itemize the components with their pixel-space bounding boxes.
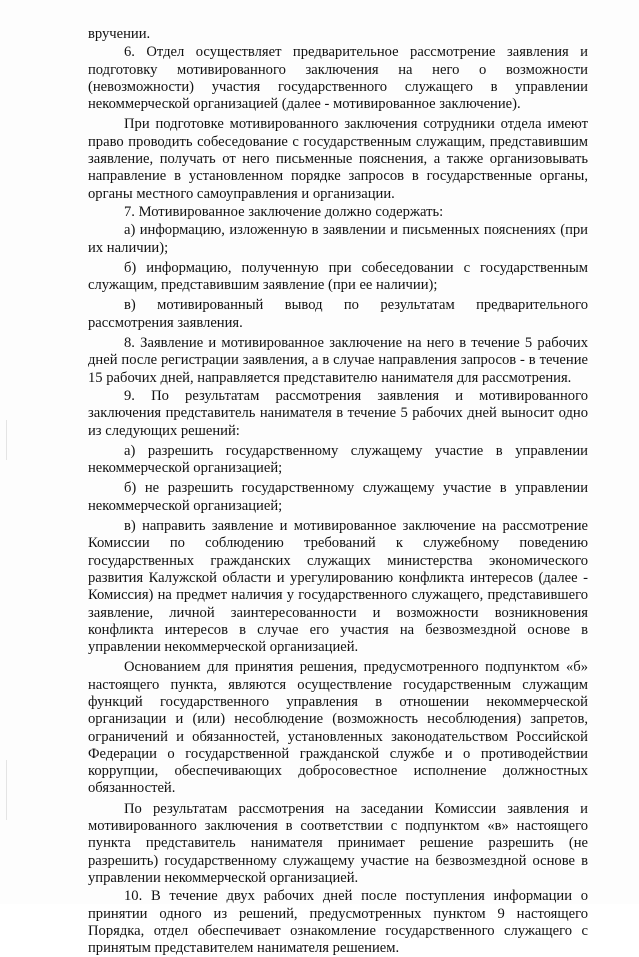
paragraph-subitem-v: в) мотивированный вывод по результатам предварительного рассмотрения заявления. <box>88 297 588 331</box>
paragraph-decision-a: а) разрешить государственному служащему участие в управлении некоммерческой организацией; <box>88 442 588 477</box>
paragraph-item-6: 6. Отдел осуществляет предварительное рассмотрение заявления и подготовку мотивированного заключения на него о возможности (невозможности) участия государственного служащего в управлении некоммерческой организацией (далее - мотивированное заключение). <box>88 44 588 113</box>
paragraph-item-9: 9. По результатам рассмотрения заявления и мотивированного заключения представитель нанимателя в течение 5 рабочих дней выносит одно из следующих решений: <box>88 387 588 439</box>
document-body <box>88 26 588 957</box>
paragraph-item-7: 7. Мотивированное заключение должно содержать: <box>124 203 444 220</box>
paragraph-preparation: При подготовке мотивированного заключения сотрудники отдела имеют право проводить собеседование с государственным служащим, представившим заявление, получать от него письменные пояснения, а также организовывать направление в установленном порядке запросов в государственные органы, органы местного самоуправления и организации. <box>88 116 588 202</box>
paragraph-grounds: Основанием для принятия решения, предусмотренного подпунктом «б» настоящего пункта, являются осуществление государственным служащим функций государственного управления в отношении некоммерческой организации и (или) несоблюдение (возможность несоблюдения) запретов, ограничений и обязанностей, установленных законодательством Российской Федерации о государственной гражданской службе и о противодействии коррупции, обеспечивающих добросовестное исполнение должностных обязанностей. <box>88 659 588 797</box>
paragraph-decision-v: в) направить заявление и мотивированное заключение на рассмотрение Комиссии по соблюдению требований к служебному поведению государственных гражданских служащих министерства экономического развития Калужской области и урегулированию конфликта интересов (далее - Комиссия) на предмет наличия у государственного служащего, представившего заявление, личной заинтересованности и возможности возникновения конфликта интересов в случае его участия на безвозмездной основе в управлении некоммерческой организацией. <box>88 518 588 656</box>
paragraph-continuation: вручении. <box>88 26 151 42</box>
paragraph-commission-result: По результатам рассмотрения на заседании Комиссии заявления и мотивированного заключения в соответствии с подпунктом «в» настоящего пункта представитель нанимателя принимает решение разрешить (не разрешить) государственному служащему участие на безвозмездной основе в управлении некоммерческой организацией. <box>88 800 588 886</box>
paragraph-subitem-a: а) информацию, изложенную в заявлении и письменных пояснениях (при их наличии); <box>88 222 588 256</box>
paragraph-item-10: 10. В течение двух рабочих дней после поступления информации о принятии одного из решений, предусмотренных пунктом 9 настоящего Порядка, отдел обеспечивает ознакомление государственного служащего с принятым представителем нанимателя решением. <box>88 888 588 957</box>
scan-edge-mark <box>6 420 7 460</box>
scan-edge-mark <box>6 760 7 820</box>
paragraph-item-8: 8. Заявление и мотивированное заключение на него в течение 5 рабочих дней после регистрации заявления, а в случае направления запросов - в течение 15 рабочих дней, направляется представителю нанимателя для рассмотрения. <box>88 335 588 386</box>
paragraph-decision-b: б) не разрешить государственному служащему участие в управлении некоммерческой организацией; <box>88 480 588 514</box>
paragraph-subitem-b: б) информацию, полученную при собеседовании с государственным служащим, представившим заявление (при ее наличии); <box>88 259 588 294</box>
